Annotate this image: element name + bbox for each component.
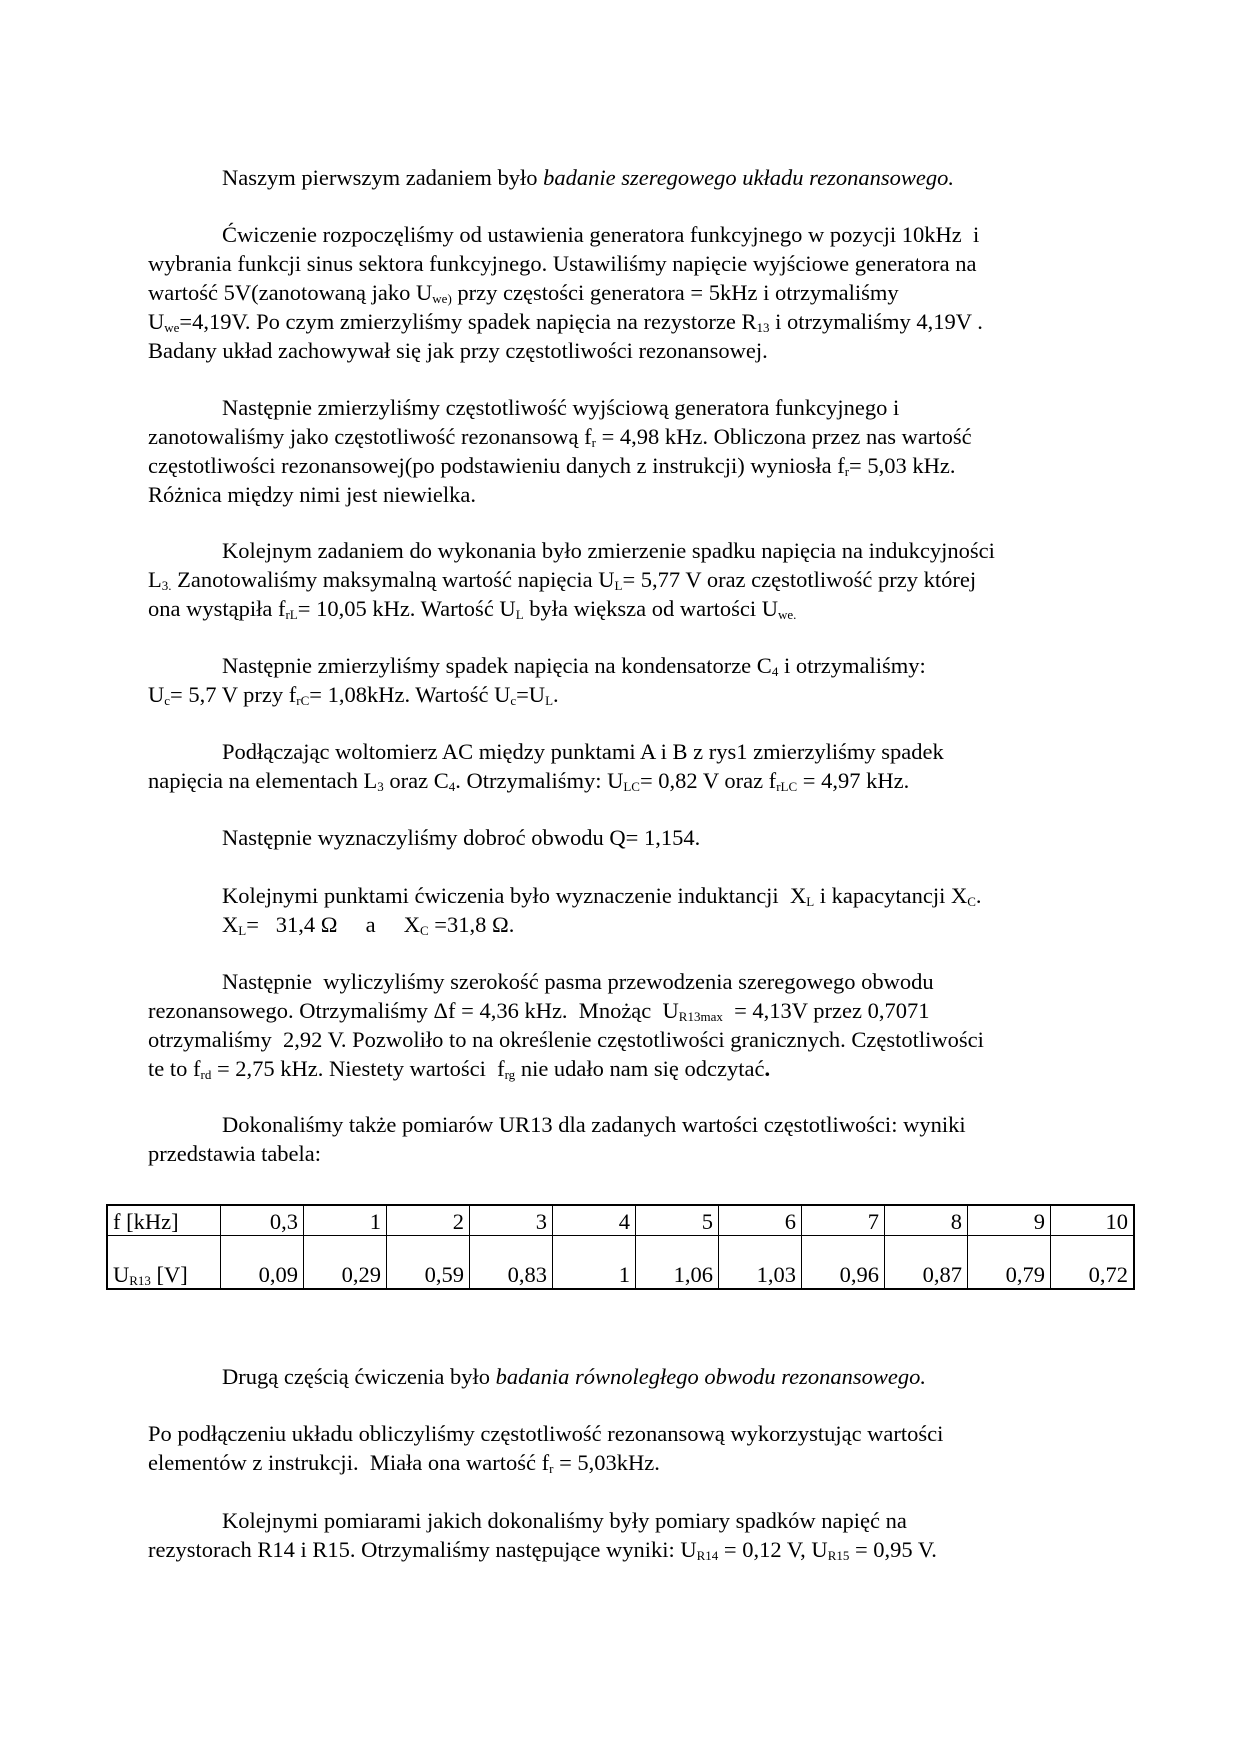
text-run: Naszym pierwszym zadaniem było — [222, 165, 544, 190]
text-line — [148, 680, 1108, 709]
subscript: R14 — [696, 1548, 719, 1563]
text-run: badanie szeregowego układu rezonansowego. — [543, 165, 954, 190]
text-run: = 4,13V przez 0,7071 — [722, 998, 930, 1023]
paragraph — [148, 536, 1108, 623]
text-run: Następnie wyznaczyliśmy dobroć obwodu Q= 1,154. — [222, 825, 701, 850]
voltage-header-subscript: R13 — [129, 1273, 151, 1288]
text-run: Po podłączeniu układu obliczyliśmy częstotliwość rezonansową wykorzystując wartości — [148, 1421, 944, 1446]
text-run: = 0,82 V oraz f — [639, 768, 777, 793]
text-run: badania równoległego obwodu rezonansowego. — [495, 1364, 927, 1389]
text-line — [148, 220, 1108, 249]
subscript: r — [549, 1461, 554, 1476]
text-run: . — [553, 682, 559, 707]
voltage-cell: 0,29 — [304, 1236, 387, 1290]
paragraph — [148, 881, 1108, 939]
frequency-header: f [kHz] — [107, 1205, 221, 1236]
text-line — [148, 451, 1108, 480]
text-run: Następnie wyliczyliśmy szerokość pasma przewodzenia szeregowego obwodu — [222, 969, 934, 994]
voltage-cell: 0,87 — [885, 1236, 968, 1290]
text-line — [148, 967, 1108, 996]
text-line — [148, 249, 1108, 278]
subscript: L — [238, 923, 247, 938]
text-run: Zanotowaliśmy maksymalną wartość napięcia U — [171, 567, 615, 592]
text-run: = 0,12 V, U — [718, 1537, 828, 1562]
subscript: r — [591, 435, 596, 450]
voltage-cell: 0,72 — [1051, 1236, 1135, 1290]
text-run: = 1,08kHz. Wartość U — [309, 682, 511, 707]
text-run: Następnie zmierzyliśmy spadek napięcia na kondensatorze C — [222, 653, 772, 678]
paragraph — [148, 220, 1108, 365]
frequency-cell: 7 — [802, 1205, 885, 1236]
text-run: = 4,98 kHz. Obliczona przez nas wartość — [595, 424, 972, 449]
frequency-cell: 5 — [636, 1205, 719, 1236]
frequency-cell: 2 — [387, 1205, 470, 1236]
text-line — [148, 536, 1108, 565]
subscript: c — [164, 693, 171, 708]
subscript: 3 — [377, 779, 384, 794]
text-line — [148, 1139, 1108, 1168]
frequency-cell: 6 — [719, 1205, 802, 1236]
text-run: Drugą częścią ćwiczenia było — [222, 1364, 496, 1389]
text-run: zanotowaliśmy jako częstotliwość rezonansową f — [148, 424, 592, 449]
subscript: rd — [200, 1067, 212, 1082]
text-line — [148, 307, 1108, 336]
text-run: = 5,77 V oraz częstotliwość przy której — [622, 567, 977, 592]
frequency-cell: 0,3 — [221, 1205, 304, 1236]
text-run: ona wystąpiła f — [148, 596, 286, 621]
text-run: Następnie zmierzyliśmy częstotliwość wyjściową generatora funkcyjnego i — [222, 395, 900, 420]
text-run: = 2,75 kHz. Niestety wartości f — [211, 1056, 505, 1081]
paragraph — [148, 737, 1108, 795]
subscript: L — [806, 894, 815, 909]
voltage-cell: 0,79 — [968, 1236, 1051, 1290]
text-line — [148, 910, 1108, 939]
subscript: 13 — [756, 320, 770, 335]
measurement-table — [106, 1204, 1135, 1290]
voltage-cell: 1,06 — [636, 1236, 719, 1290]
text-run: i otrzymaliśmy 4,19V . — [769, 309, 983, 334]
frequency-cell: 8 — [885, 1205, 968, 1236]
text-line — [148, 1054, 1108, 1083]
text-run: =31,8 Ω. — [428, 912, 515, 937]
subscript: r — [844, 464, 850, 479]
text-run: oraz C — [383, 768, 449, 793]
voltage-cell: 0,83 — [470, 1236, 553, 1290]
text-run: wartość 5V(zanotowaną jako U — [148, 280, 433, 305]
text-line — [148, 1025, 1108, 1054]
text-run: przedstawia tabela: — [148, 1141, 322, 1166]
subscript: L — [614, 578, 623, 593]
paragraph — [148, 393, 1108, 509]
text-run: =U — [516, 682, 546, 707]
subscript: L — [545, 693, 554, 708]
subscript: rC — [296, 693, 310, 708]
text-line — [148, 996, 1108, 1025]
text-run: =4,19V. Po czym zmierzyliśmy spadek napięcia na rezystorze R — [179, 309, 757, 334]
text-run: wybrania funkcji sinus sektora funkcyjnego. Ustawiliśmy napięcie wyjściowe generatora na — [148, 251, 977, 276]
text-run: napięcia na elementach L — [148, 768, 378, 793]
text-run: . Otrzymaliśmy: U — [455, 768, 624, 793]
text-run: = 0,95 V. — [849, 1537, 937, 1562]
subscript: 4 — [771, 664, 779, 679]
text-run: = 10,05 kHz. Wartość U — [297, 596, 516, 621]
frequency-cell: 1 — [304, 1205, 387, 1236]
text-line — [148, 480, 1108, 509]
text-run: nie udało nam się odczytać — [515, 1056, 765, 1081]
text-run: . — [975, 883, 982, 908]
text-run: Kolejnym zadaniem do wykonania było zmierzenie spadku napięcia na indukcyjności — [222, 538, 995, 563]
text-line — [148, 422, 1108, 451]
text-run: = 5,03kHz. — [553, 1450, 660, 1475]
text-line — [148, 1506, 1108, 1535]
frequency-cell: 3 — [470, 1205, 553, 1236]
text-line — [148, 594, 1108, 623]
subscript: c — [510, 693, 517, 708]
subscript: 3. — [161, 578, 172, 593]
text-run: rezonansowego. Otrzymaliśmy Δf = 4,36 kHz. Mnożąc U — [148, 998, 679, 1023]
text-run: Ćwiczenie rozpoczęliśmy od ustawienia generatora funkcyjnego w pozycji 10kHz i — [222, 222, 980, 247]
subscript: C — [419, 923, 429, 938]
text-run: U — [148, 682, 165, 707]
text-run: i otrzymaliśmy: — [778, 653, 926, 678]
text-run: otrzymaliśmy 2,92 V. Pozwoliło to na określenie częstotliwości granicznych. Częstotliwości — [148, 1027, 984, 1052]
text-run: = 31,4 Ω a X — [246, 912, 420, 937]
text-run: częstotliwości rezonansowej(po podstawieniu danych z instrukcji) wyniosła f — [148, 453, 845, 478]
paragraph — [148, 1506, 1108, 1564]
paragraph — [148, 163, 1108, 192]
text-line — [148, 163, 1108, 192]
subscript: rL — [285, 607, 298, 622]
subscript: R15 — [827, 1548, 850, 1563]
subscript: rg — [504, 1067, 516, 1082]
text-line — [148, 881, 1108, 910]
frequency-row — [107, 1205, 1134, 1236]
paragraph — [148, 1419, 1108, 1477]
subscript: we. — [777, 607, 797, 622]
text-line — [148, 766, 1108, 795]
subscript: LC — [623, 779, 640, 794]
text-line — [148, 1362, 1108, 1391]
text-line — [148, 278, 1108, 307]
subscript: R13max — [678, 1009, 723, 1024]
voltage-cell: 1,03 — [719, 1236, 802, 1290]
text-run: = 5,7 V przy f — [170, 682, 297, 707]
text-run: . — [764, 1056, 771, 1081]
text-run: Podłączając woltomierz AC między punktami A i B z rys1 zmierzyliśmy spadek — [222, 739, 944, 764]
text-run: = 4,97 kHz. — [797, 768, 910, 793]
text-run: rezystorach R14 i R15. Otrzymaliśmy następujące wyniki: U — [148, 1537, 697, 1562]
frequency-cell: 10 — [1051, 1205, 1135, 1236]
voltage-header-symbol: U — [113, 1262, 130, 1287]
text-run: Dokonaliśmy także pomiarów UR13 dla zadanych wartości częstotliwości: wyniki — [222, 1112, 966, 1137]
text-line — [148, 336, 1108, 365]
paragraph — [148, 1362, 1108, 1391]
text-line — [148, 737, 1108, 766]
text-line — [148, 651, 1108, 680]
voltage-cell: 0,59 — [387, 1236, 470, 1290]
text-run: U — [148, 309, 165, 334]
text-line — [148, 823, 1108, 852]
text-run: i kapacytancji X — [814, 883, 968, 908]
text-run: Badany układ zachowywał się jak przy częstotliwości rezonansowej. — [148, 338, 768, 363]
text-run: Różnica między nimi jest niewielka. — [148, 482, 477, 507]
paragraph — [148, 967, 1108, 1083]
text-line — [148, 1419, 1108, 1448]
text-run: elementów z instrukcji. Miała ona wartość f — [148, 1450, 550, 1475]
subscript: rLC — [776, 779, 798, 794]
text-line — [148, 1535, 1108, 1564]
text-line — [148, 565, 1108, 594]
subscript: 4 — [448, 779, 456, 794]
text-line — [148, 1448, 1108, 1477]
text-run: Kolejnymi pomiarami jakich dokonaliśmy były pomiary spadków napięć na — [222, 1508, 907, 1533]
voltage-header-unit: [V] — [150, 1262, 188, 1287]
paragraph — [148, 1110, 1108, 1168]
subscript: we — [164, 320, 180, 335]
text-run: te to f — [148, 1056, 201, 1081]
text-line — [148, 393, 1108, 422]
subscript: L — [515, 607, 524, 622]
voltage-row — [107, 1236, 1134, 1290]
text-run: Kolejnymi punktami ćwiczenia było wyznaczenie induktancji X — [222, 883, 807, 908]
text-line — [148, 1110, 1108, 1139]
voltage-cell: 0,96 — [802, 1236, 885, 1290]
text-run: była większa od wartości U — [523, 596, 778, 621]
voltage-cell: 0,09 — [221, 1236, 304, 1290]
frequency-cell: 9 — [968, 1205, 1051, 1236]
subscript: C — [967, 894, 976, 909]
text-run: X — [222, 912, 239, 937]
text-run: L — [148, 567, 162, 592]
text-run: przy częstości generatora = 5kHz i otrzymaliśmy — [451, 280, 899, 305]
subscript: we) — [432, 291, 452, 306]
voltage-header — [107, 1236, 221, 1290]
paragraph — [148, 823, 1108, 852]
paragraph — [148, 651, 1108, 709]
frequency-cell: 4 — [553, 1205, 636, 1236]
voltage-cell: 1 — [553, 1236, 636, 1290]
text-run: = 5,03 kHz. — [849, 453, 956, 478]
